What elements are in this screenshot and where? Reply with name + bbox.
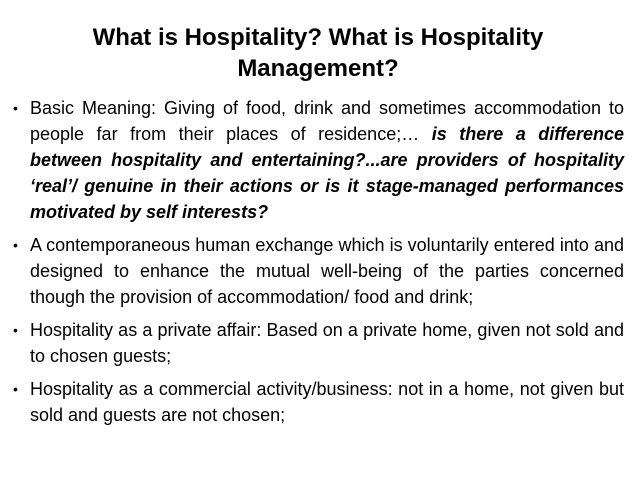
bullet-text-normal: Hospitality as a commercial activity/business: not in a home, not given but sold and guests are not chosen; — [30, 379, 624, 425]
bullet-marker: • — [13, 100, 18, 116]
bullet-text-normal: Basic Meaning: Giving of food, drink and sometimes accommodation to people far from their places of residence;… — [30, 98, 624, 144]
bullet-item — [12, 376, 624, 428]
bullet-item — [12, 317, 624, 369]
bullet-text-emphasis: is there a difference between hospitality and entertaining?...are providers of hospitality ‘real’/ genuine in their actions or is it stage-managed performances motivated by self interests? — [30, 124, 624, 222]
bullet-marker: • — [13, 322, 18, 338]
bullet-text-normal: A contemporaneous human exchange which is voluntarily entered into and designed to enhance the mutual well-being of the parties concerned though the provision of accommodation/ food and drink; — [30, 235, 624, 307]
bullet-list — [12, 95, 624, 428]
bullet-text — [30, 232, 624, 310]
slide-title: What is Hospitality? What is Hospitality Management? — [92, 24, 544, 82]
bullet-marker: • — [13, 381, 18, 397]
bullet-marker: • — [13, 237, 18, 253]
bullet-item — [12, 232, 624, 310]
bullet-text — [30, 317, 624, 369]
bullet-item — [12, 95, 624, 225]
bullet-text — [30, 95, 624, 225]
bullet-text — [30, 376, 624, 428]
bullet-text-normal: Hospitality as a private affair: Based on a private home, given not sold and to chosen guests; — [30, 320, 624, 366]
